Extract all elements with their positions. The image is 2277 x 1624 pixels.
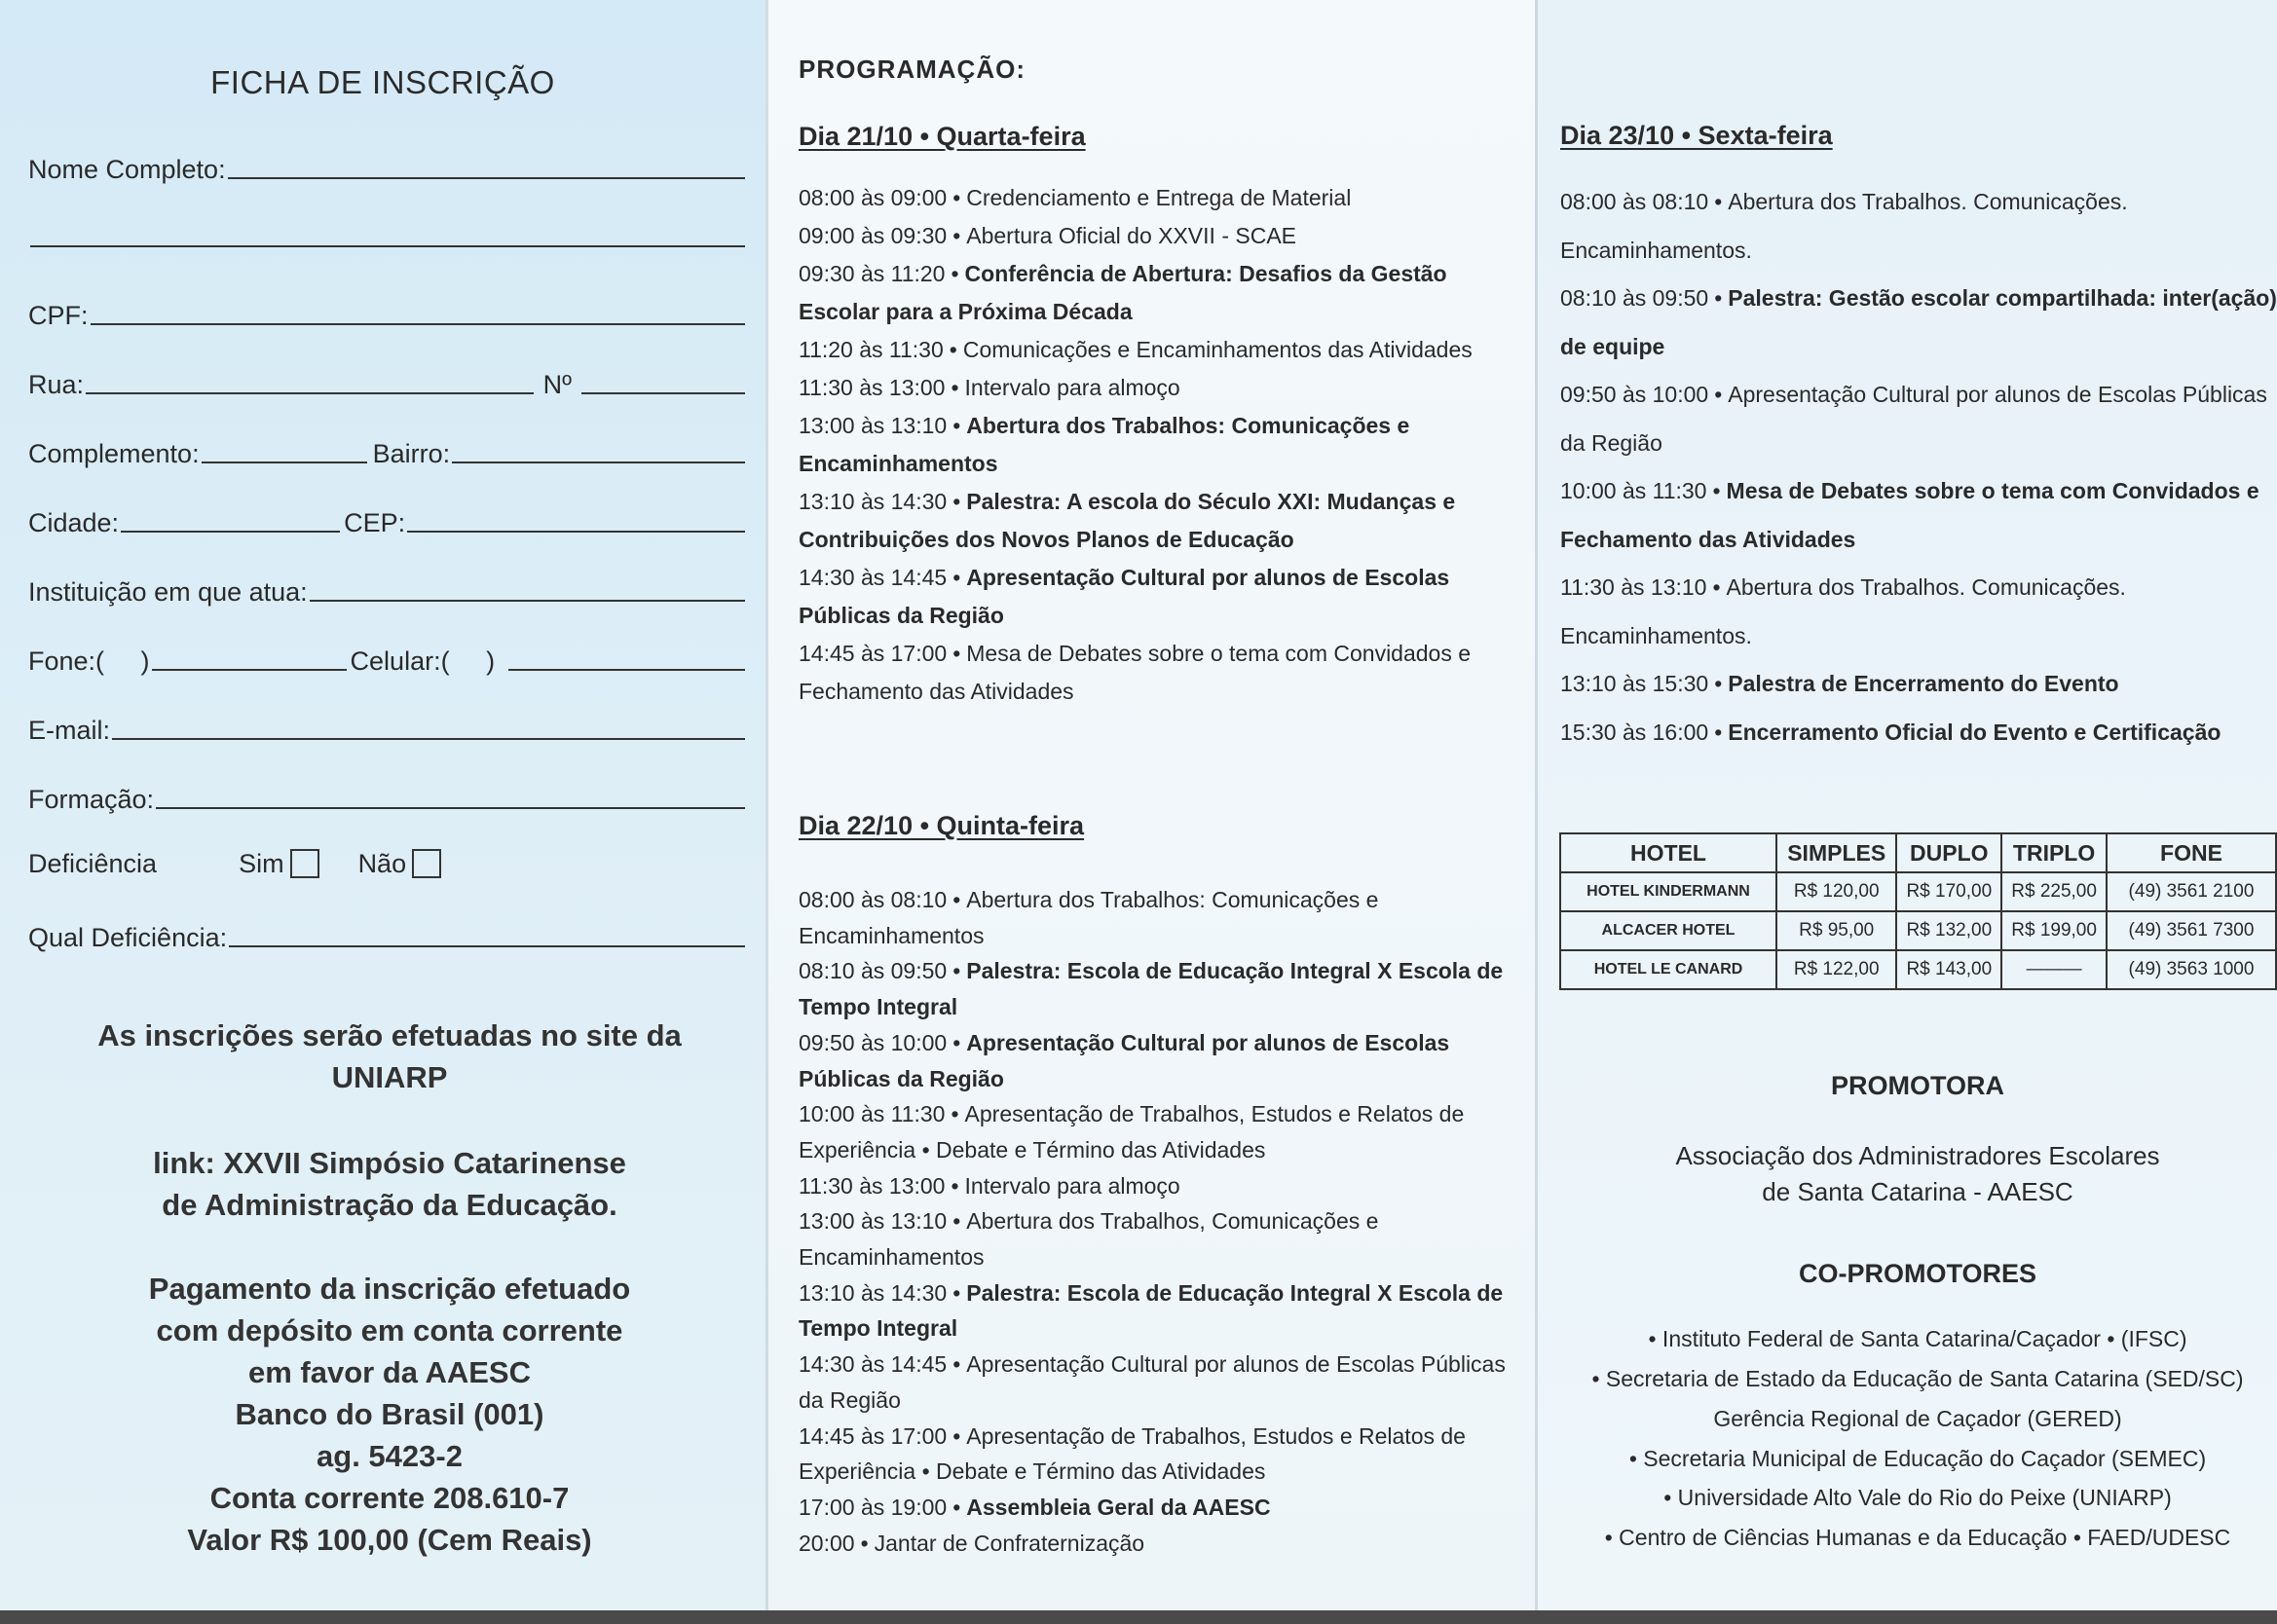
numero-label: Nº: [542, 370, 572, 399]
copromotor-line: • Secretaria de Estado da Educação de Santa Catarina (SED/SC): [1591, 1366, 2244, 1391]
numero-field[interactable]: [581, 392, 745, 394]
schedule-item: [799, 1490, 1531, 1526]
pagamento-line-3: em favor da AAESC: [248, 1355, 531, 1389]
schedule-text: Apresentação Cultural por alunos de Escolas Públicas da Região: [1560, 382, 2267, 456]
schedule-time: 11:30 às 13:00: [799, 1172, 946, 1199]
schedule-item: [799, 882, 1531, 953]
day1-title: Dia 21/10 • Quarta-feira: [799, 122, 1086, 151]
fone-row: [28, 638, 745, 677]
schedule-text: Palestra: Gestão escolar compartilhada: inter(ação) de equipe: [1560, 285, 2277, 359]
bullet-icon: •: [952, 185, 961, 210]
day3-schedule: [1560, 178, 2277, 757]
rua-label: Rua:: [28, 370, 85, 399]
email-row: [28, 707, 745, 746]
copromotor-line: • Universidade Alto Vale do Rio do Peixe (UNIARP): [1663, 1485, 2172, 1510]
sim-checkbox[interactable]: [290, 849, 319, 878]
deficiencia-row: [28, 844, 745, 883]
bairro-field[interactable]: [452, 461, 745, 463]
bullet-icon: •: [952, 1029, 961, 1055]
schedule-time: 08:00 às 08:10: [1560, 189, 1709, 214]
bullet-icon: •: [1714, 285, 1723, 311]
rua-row: [28, 361, 745, 400]
schedule-text: Palestra: Escola de Educação Integral X Escola de Tempo Integral: [799, 958, 1504, 1020]
col-triplo: TRIPLO: [2001, 833, 2107, 872]
cpf-row: [28, 292, 745, 331]
day1-schedule: [799, 179, 1531, 711]
schedule-item: [799, 1526, 1531, 1562]
program-heading: PROGRAMAÇÃO:: [799, 55, 1026, 84]
day3-title: Dia 23/10 • Sexta-feira: [1560, 121, 1833, 150]
cpf-label: CPF:: [28, 301, 89, 330]
schedule-time: 08:10 às 09:50: [1560, 285, 1709, 311]
schedule-time: 13:10 às 14:30: [799, 1279, 948, 1306]
bullet-icon: •: [952, 1279, 961, 1306]
schedule-time: 10:00 às 11:30: [1560, 478, 1707, 503]
nome-field[interactable]: [228, 177, 745, 179]
schedule-text: Apresentação Cultural por alunos de Escolas Públicas da Região: [799, 1351, 1506, 1413]
hotel-table: [1559, 832, 2277, 990]
copromotor-line: • Centro de Ciências Humanas e da Educação • FAED/UDESC: [1604, 1525, 2231, 1550]
inscricoes-note: As inscrições serão efetuadas no site da UNIARP: [97, 1018, 682, 1094]
schedule-text: Jantar de Confraternização: [874, 1530, 1145, 1556]
schedule-item: [1560, 275, 2277, 371]
hotel-phone: (49) 3561 7300: [2107, 911, 2276, 950]
fold-line-1: [765, 0, 768, 1624]
price-triplo: R$ 225,00: [2001, 872, 2107, 911]
schedule-time: 09:30 às 11:20: [799, 261, 946, 286]
schedule-time: 13:10 às 15:30: [1560, 671, 1709, 696]
col-simples: SIMPLES: [1776, 833, 1896, 872]
pagamento-line-5: ag. 5423-2: [317, 1439, 463, 1473]
form-title: FICHA DE INSCRIÇÃO: [210, 64, 555, 100]
day2-schedule: [799, 882, 1531, 1561]
pagamento-line-7: Valor R$ 100,00 (Cem Reais): [187, 1523, 592, 1557]
nome-row: [28, 146, 745, 185]
schedule-item: [799, 1275, 1531, 1347]
nao-label: Não: [357, 848, 407, 878]
schedule-text: Apresentação Cultural por alunos de Escolas Públicas da Região: [799, 1029, 1450, 1091]
schedule-text: Credenciamento e Entrega de Material: [966, 185, 1352, 210]
schedule-item: [1560, 467, 2277, 564]
schedule-item: [799, 1419, 1531, 1490]
schedule-item: [1560, 709, 2277, 757]
schedule-time: 09:50 às 10:00: [799, 1029, 948, 1055]
copromotor-line: Gerência Regional de Caçador (GERED): [1713, 1406, 2122, 1431]
complemento-field[interactable]: [202, 461, 367, 463]
cidade-field[interactable]: [121, 531, 340, 533]
bullet-icon: •: [952, 641, 961, 666]
schedule-time: 14:45 às 17:00: [799, 1422, 948, 1449]
schedule-time: 10:00 às 11:30: [799, 1101, 946, 1127]
schedule-item: [799, 1347, 1531, 1418]
price-triplo: R$ 199,00: [2001, 911, 2107, 950]
qual-field[interactable]: [229, 945, 745, 947]
hotel-phone: (49) 3561 2100: [2107, 872, 2276, 911]
schedule-text: Apresentação Cultural por alunos de Escolas Públicas da Região: [799, 565, 1450, 628]
table-row: [1560, 950, 2276, 989]
schedule-text: Palestra de Encerramento do Evento: [1728, 671, 2119, 696]
deficiencia-label: Deficiência: [28, 848, 158, 878]
schedule-time: 11:30 às 13:00: [799, 375, 946, 400]
copromotor-line: • Instituto Federal de Santa Catarina/Caçador • (IFSC): [1648, 1326, 2187, 1351]
cidade-label: Cidade:: [28, 508, 120, 537]
schedule-text: Apresentação de Trabalhos, Estudos e Relatos de Experiência • Debate e Término das Atividades: [799, 1422, 1466, 1485]
bullet-icon: •: [952, 1422, 961, 1449]
schedule-text: Abertura dos Trabalhos. Comunicações. Encaminhamentos.: [1560, 574, 2126, 648]
fold-line-2: [1535, 0, 1538, 1624]
registration-panel: [0, 0, 765, 1624]
cidade-row: [28, 499, 745, 538]
complemento-row: [28, 430, 745, 469]
pagamento-line-1: Pagamento da inscrição efetuado: [148, 1272, 631, 1306]
schedule-time: 08:00 às 08:10: [799, 887, 948, 912]
schedule-item: [1560, 564, 2277, 660]
schedule-text: Abertura dos Trabalhos, Comunicações e Encaminhamentos: [799, 1208, 1379, 1271]
sim-label: Sim: [239, 848, 284, 878]
cep-field[interactable]: [407, 531, 745, 533]
formacao-field[interactable]: [156, 807, 745, 809]
fone-field[interactable]: [152, 669, 347, 671]
schedule-time: 11:20 às 11:30: [799, 337, 944, 362]
schedule-text: Abertura dos Trabalhos. Comunicações. Encaminhamentos.: [1560, 189, 2128, 263]
day2-title: Dia 22/10 • Quinta-feira: [799, 811, 1085, 840]
price-simples: R$ 120,00: [1776, 872, 1896, 911]
cpf-field[interactable]: [91, 323, 745, 325]
bullet-icon: •: [1714, 189, 1723, 214]
schedule-time: 14:30 às 14:45: [799, 1351, 948, 1378]
bullet-icon: •: [951, 1101, 959, 1127]
schedule-time: 13:10 às 14:30: [799, 489, 948, 514]
cep-label: CEP:: [344, 508, 406, 537]
bullet-icon: •: [951, 261, 959, 286]
schedule-time: 17:00 às 19:00: [799, 1494, 948, 1520]
price-triplo: ———: [2001, 950, 2107, 989]
col-hotel: HOTEL: [1560, 833, 1776, 872]
col-duplo: DUPLO: [1896, 833, 2001, 872]
email-field[interactable]: [112, 738, 745, 740]
schedule-item: [799, 559, 1531, 635]
schedule-time: 14:30 às 14:45: [799, 565, 948, 590]
bullet-icon: •: [951, 375, 959, 400]
schedule-text: Intervalo para almoço: [964, 375, 1180, 400]
schedule-time: 14:45 às 17:00: [799, 641, 948, 666]
schedule-time: 09:50 às 10:00: [1560, 382, 1709, 407]
instituicao-field[interactable]: [310, 600, 745, 602]
pagamento-line-4: Banco do Brasil (001): [235, 1397, 544, 1431]
bullet-icon: •: [1712, 574, 1721, 600]
hotel-name: HOTEL KINDERMANN: [1560, 872, 1776, 911]
schedule-item: [799, 407, 1531, 483]
link-line-2: de Administração da Educação.: [162, 1188, 617, 1222]
bullet-icon: •: [949, 337, 957, 362]
price-simples: R$ 122,00: [1776, 950, 1896, 989]
promotora-line-2: de Santa Catarina - AAESC: [1762, 1177, 2073, 1206]
schedule-text: Comunicações e Encaminhamentos das Atividades: [962, 337, 1473, 362]
bullet-icon: •: [952, 887, 961, 912]
schedule-time: 13:00 às 13:10: [799, 413, 948, 438]
bairro-label: Bairro:: [372, 439, 451, 468]
hotel-name: ALCACER HOTEL: [1560, 911, 1776, 950]
schedule-item: [799, 331, 1531, 369]
schedule-item: [799, 953, 1531, 1024]
email-label: E-mail:: [28, 716, 111, 745]
rua-field[interactable]: [86, 392, 534, 394]
bullet-icon: •: [952, 223, 961, 248]
bullet-icon: •: [1714, 382, 1723, 407]
bullet-icon: •: [951, 1172, 959, 1199]
price-duplo: R$ 170,00: [1896, 872, 2001, 911]
bullet-icon: •: [952, 1351, 961, 1378]
copromotor-line: • Secretaria Municipal de Educação do Caçador (SEMEC): [1628, 1446, 2207, 1471]
nao-checkbox[interactable]: [412, 849, 441, 878]
schedule-text: Abertura Oficial do XXVII - SCAE: [966, 223, 1296, 248]
schedule-text: Abertura dos Trabalhos: Comunicações e Encaminhamentos: [799, 887, 1379, 948]
schedule-text: Conferência de Abertura: Desafios da Gestão Escolar para a Próxima Década: [799, 261, 1447, 324]
schedule-text: Abertura dos Trabalhos: Comunicações e Encaminhamentos: [799, 413, 1410, 476]
bullet-icon: •: [860, 1530, 869, 1556]
schedule-time: 08:10 às 09:50: [799, 958, 948, 984]
bullet-icon: •: [1714, 719, 1723, 745]
schedule-item: [799, 1203, 1531, 1274]
hotel-table-header: [1560, 833, 2276, 872]
schedule-text: Mesa de Debates sobre o tema com Convidados e Fechamento das Atividades: [799, 641, 1472, 704]
copromotores-title: CO-PROMOTORES: [1798, 1259, 2036, 1288]
schedule-item: [1560, 660, 2277, 709]
price-duplo: R$ 132,00: [1896, 911, 2001, 950]
schedule-time: 15:30 às 16:00: [1560, 719, 1709, 745]
formacao-row: [28, 776, 745, 815]
celular-label: Celular:( ): [350, 646, 496, 676]
schedule-item: [799, 255, 1531, 331]
schedule-item: [799, 179, 1531, 217]
schedule-text: Mesa de Debates sobre o tema com Convidados e Fechamento das Atividades: [1560, 478, 2259, 552]
bullet-icon: •: [1712, 478, 1721, 503]
schedule-time: 08:00 às 09:00: [799, 185, 948, 210]
fone-label: Fone:( ): [28, 646, 150, 676]
schedule-item: [799, 1096, 1531, 1167]
table-row: [1560, 911, 2276, 950]
schedule-item: [799, 369, 1531, 407]
scan-edge: [0, 1610, 2277, 1624]
schedule-item: [799, 635, 1531, 711]
bullet-icon: •: [952, 1208, 961, 1235]
schedule-item: [1560, 178, 2277, 275]
schedule-text: Intervalo para almoço: [964, 1172, 1180, 1199]
celular-field[interactable]: [508, 669, 745, 671]
link-line-1: link: XXVII Simpósio Catarinense: [153, 1146, 626, 1180]
formacao-label: Formação:: [28, 785, 155, 814]
schedule-item: [799, 1025, 1531, 1096]
pagamento-line-2: com depósito em conta corrente: [156, 1313, 623, 1347]
schedule-time: 11:30 às 13:10: [1560, 574, 1707, 600]
bullet-icon: •: [952, 489, 961, 514]
schedule-time: 13:00 às 13:10: [799, 1208, 948, 1235]
col-fone: FONE: [2107, 833, 2276, 872]
schedule-time: 09:00 às 09:30: [799, 223, 948, 248]
promotora-title: PROMOTORA: [1830, 1071, 2004, 1100]
promotora-line-1: Associação dos Administradores Escolares: [1675, 1141, 2160, 1170]
schedule-text: Palestra: A escola do Século XXI: Mudanças e Contribuições dos Novos Planos de Educação: [799, 489, 1456, 552]
table-row: [1560, 872, 2276, 911]
schedule-text: Apresentação de Trabalhos, Estudos e Relatos de Experiência • Debate e Término das Atividades: [799, 1101, 1465, 1163]
qual-row: [28, 914, 745, 953]
schedule-text: Encerramento Oficial do Evento e Certificação: [1728, 719, 2221, 745]
qual-label: Qual Deficiência:: [28, 923, 228, 952]
schedule-text: Palestra: Escola de Educação Integral X Escola de Tempo Integral: [799, 1279, 1504, 1342]
schedule-item: [1560, 371, 2277, 467]
nome-field-2[interactable]: [30, 245, 745, 247]
schedule-item: [799, 1168, 1531, 1204]
bullet-icon: •: [1714, 671, 1723, 696]
hotel-name: HOTEL LE CANARD: [1560, 950, 1776, 989]
price-simples: R$ 95,00: [1776, 911, 1896, 950]
instituicao-row: [28, 569, 745, 608]
bullet-icon: •: [952, 413, 961, 438]
bullet-icon: •: [952, 565, 961, 590]
complemento-label: Complemento:: [28, 439, 200, 468]
pagamento-line-6: Conta corrente 208.610-7: [209, 1481, 570, 1515]
schedule-time: 20:00: [799, 1530, 855, 1556]
schedule-item: [799, 217, 1531, 255]
hotel-phone: (49) 3563 1000: [2107, 950, 2276, 989]
schedule-item: [799, 483, 1531, 559]
schedule-text: Assembleia Geral da AAESC: [966, 1494, 1271, 1520]
bullet-icon: •: [952, 958, 961, 984]
bullet-icon: •: [952, 1494, 961, 1520]
price-duplo: R$ 143,00: [1896, 950, 2001, 989]
nome-row-2: [28, 214, 745, 253]
nome-label: Nome Completo:: [28, 155, 226, 184]
instituicao-label: Instituição em que atua:: [28, 577, 308, 607]
